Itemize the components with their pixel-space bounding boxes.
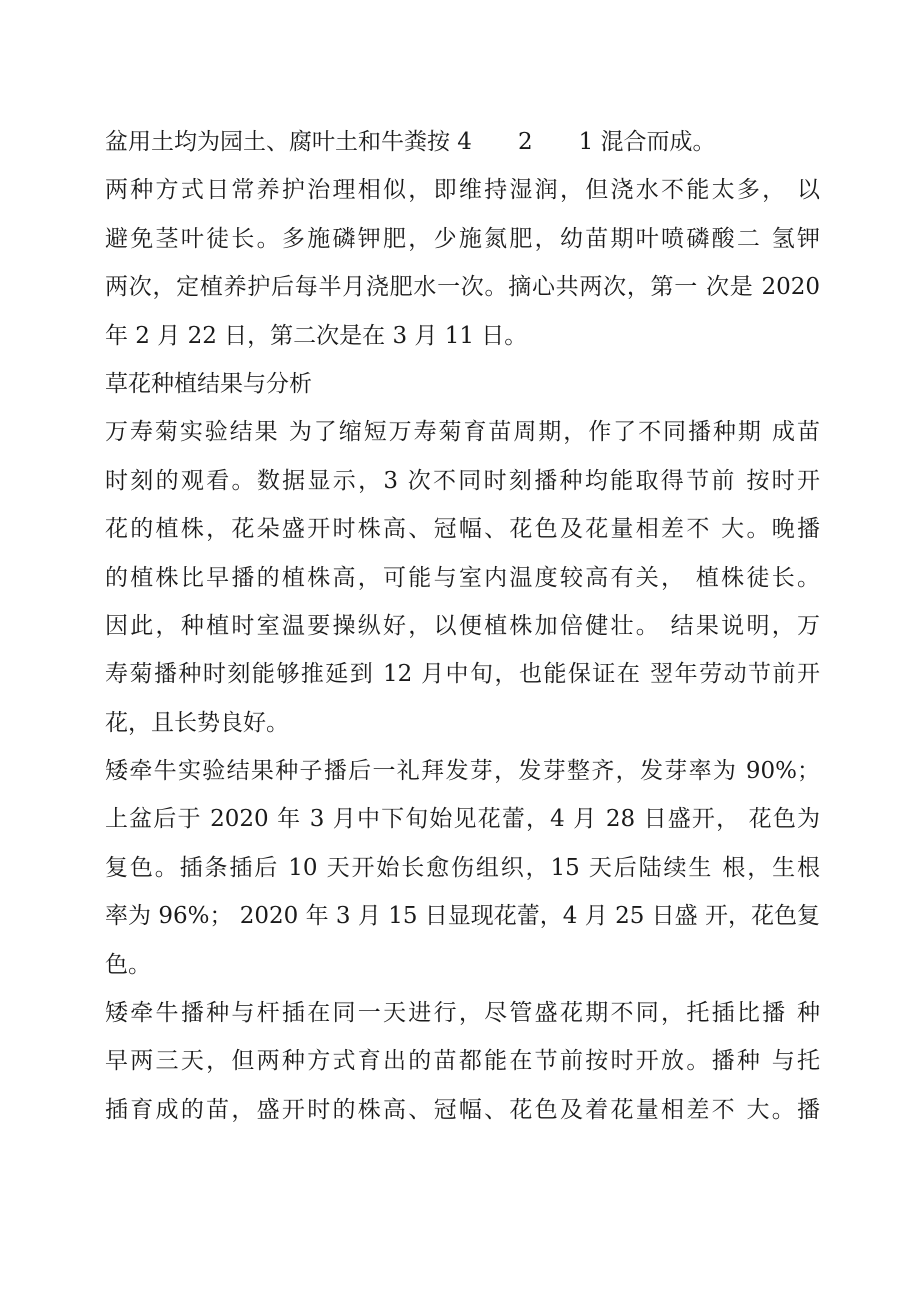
text-line: 早两三天，但两种方式育出的苗都能在节前按时开放。播种 与托 bbox=[105, 1048, 820, 1075]
text-line: 寿菊播种时刻能够推延到 12 月中旬，也能保证在 翌年劳动节前开 bbox=[105, 661, 820, 688]
text-line: 草花种植结果与分析 bbox=[105, 370, 312, 397]
text-line: 盆用土均为园土、腐叶土和牛粪按 4 2 1 混合而成。 bbox=[105, 129, 716, 155]
text-line: 色。 bbox=[105, 951, 151, 978]
text-line: 两种方式日常养护治理相似，即维持湿润，但浇水不能太多， 以 bbox=[105, 177, 820, 204]
text-line: 避免茎叶徒长。多施磷钾肥，少施氮肥，幼苗期叶喷磷酸二 氢钾 bbox=[105, 225, 820, 252]
text-line: 的植株比早播的植株高，可能与室内温度较高有关， 植株徒长。 bbox=[105, 564, 820, 591]
text-line: 两次，定植养护后每半月浇肥水一次。摘心共两次，第一 次是 2020 bbox=[105, 274, 820, 301]
text-line: 花的植株，花朵盛开时株高、冠幅、花色及花量相差不 大。晚播 bbox=[105, 516, 820, 543]
text-line: 复色。插条插后 10 天开始长愈伤组织，15 天后陆续生 根，生根 bbox=[105, 854, 820, 881]
text-line: 年 2 月 22 日，第二次是在 3 月 11 日。 bbox=[105, 322, 528, 349]
text-line: 因此，种植时室温要操纵好，以便植株加倍健壮。 结果说明，万 bbox=[105, 612, 820, 639]
text-line: 时刻的观看。数据显示，3 次不同时刻播种均能取得节前 按时开 bbox=[105, 467, 820, 494]
text-line: 上盆后于 2020 年 3 月中下旬始见花蕾，4 月 28 日盛开， 花色为 bbox=[105, 806, 820, 833]
text-line: 矮牵牛实验结果种子播后一礼拜发芽，发芽整齐，发芽率为 90%； bbox=[105, 758, 820, 785]
body-text bbox=[105, 118, 820, 1134]
text-line: 矮牵牛播种与杆插在同一天进行，尽管盛花期不同，托插比播 种 bbox=[105, 1000, 820, 1027]
text-line: 率为 96%； 2020 年 3 月 15 日显现花蕾，4 月 25 日盛 开，花色复 bbox=[105, 903, 820, 930]
text-line: 花，且长势良好。 bbox=[105, 709, 289, 736]
text-line: 插育成的苗，盛开时的株高、冠幅、花色及着花量相差不 大。播 bbox=[105, 1096, 820, 1123]
text-line: 万寿菊实验结果 为了缩短万寿菊育苗周期，作了不同播种期 成苗 bbox=[105, 419, 820, 446]
